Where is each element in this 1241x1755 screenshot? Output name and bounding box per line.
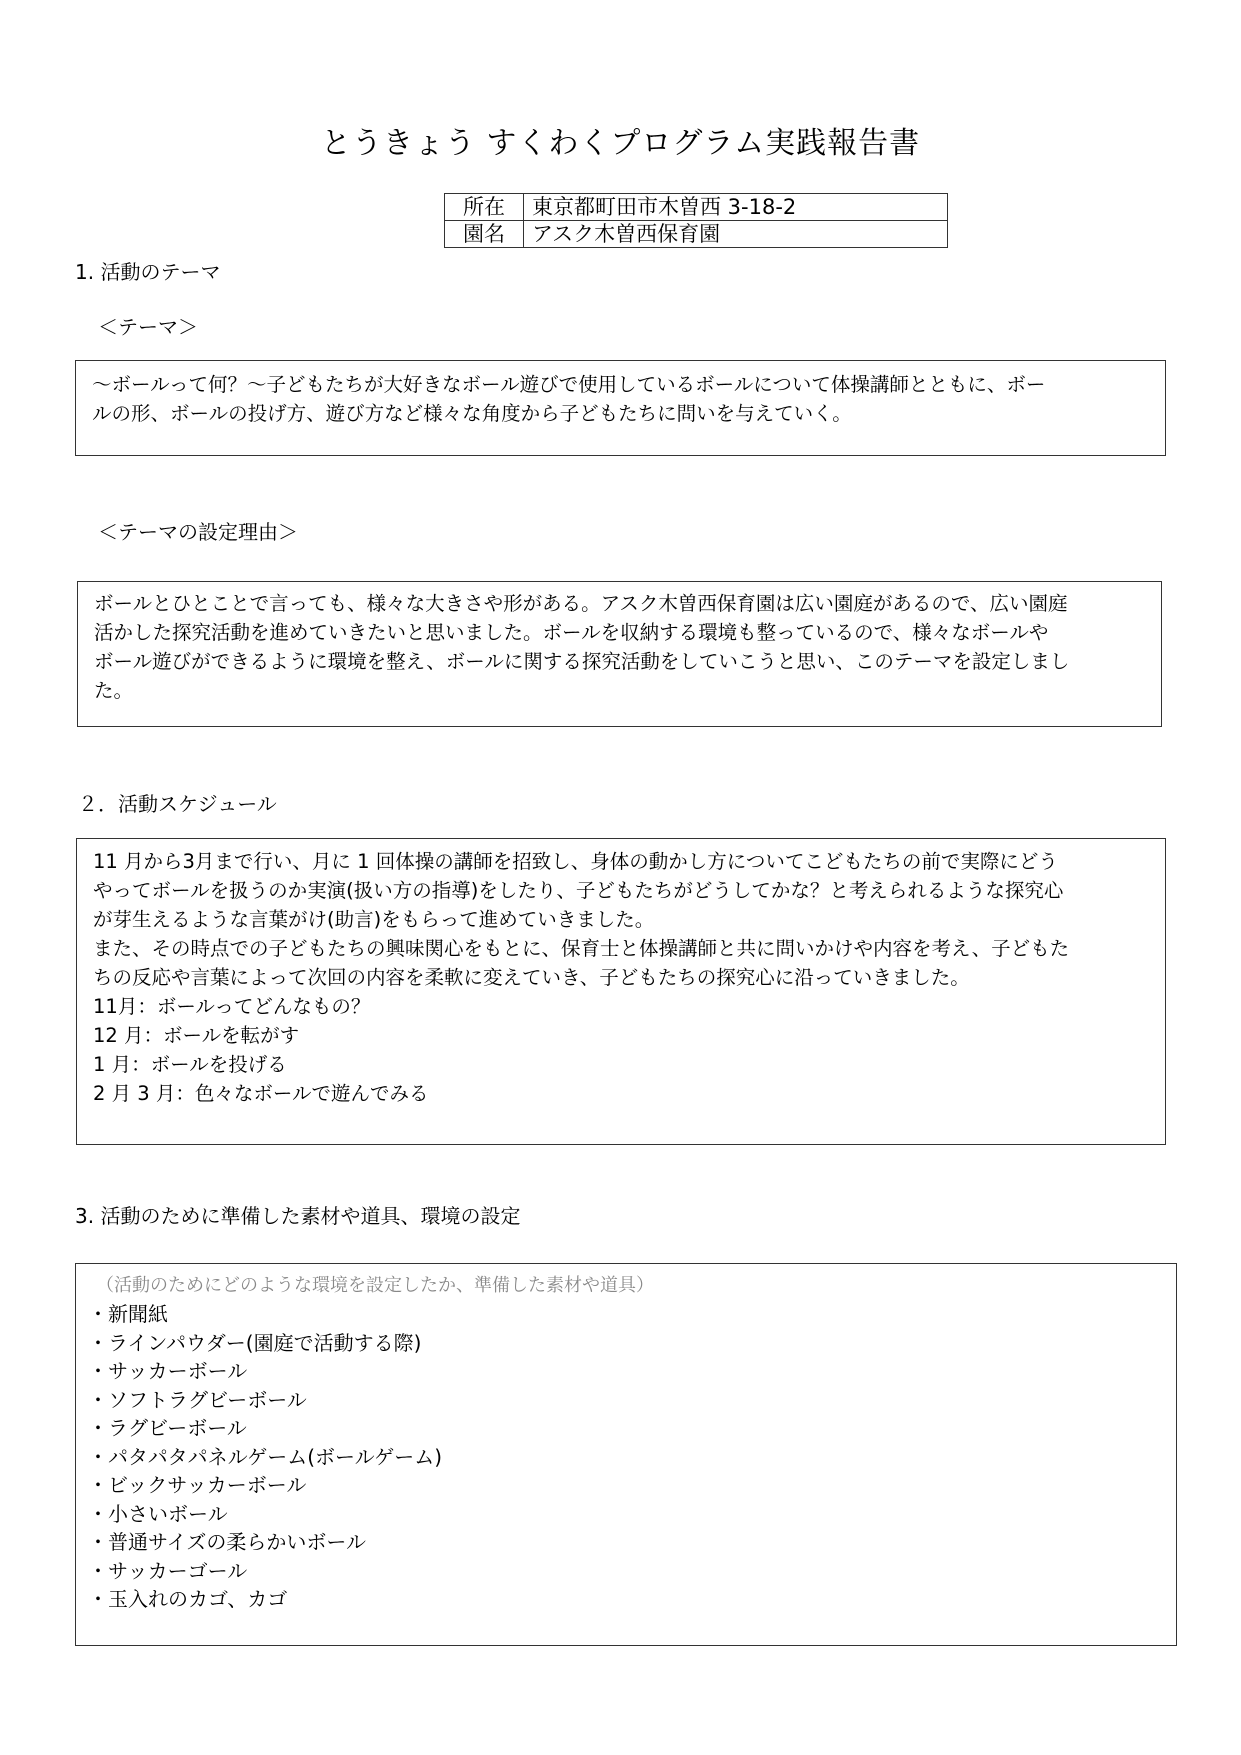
name-label: 園名 [445,221,524,248]
schedule-line: が芽生えるような言葉がけ(助言)をもらって進めていきました。 [93,908,655,931]
theme-box [75,360,1166,456]
info-row-name [445,221,948,248]
schedule-line: ちの反応や言葉によって次回の内容を柔軟に変えていき、子どもたちの探究心に沿っていきました。 [93,966,970,989]
list-item: ・新聞紙 [88,1302,168,1326]
list-item: ・ラグビーボール [88,1416,247,1440]
materials-list [88,1300,1164,1614]
theme-line: ～ボールって何？～子どもたちが大好きなボール遊びで使用しているボールについて体操講師とともに、ボー [92,373,1046,396]
schedule-line: 12 月：ボールを転がす [93,1024,300,1047]
reason-line: ボール遊びができるように環境を整え、ボールに関する探究活動をしていこうと思い、このテーマを設定しまし [94,650,1070,673]
theme-line: ルの形、ボールの投げ方、遊び方など様々な角度から子どもたちに問いを与えていく。 [92,402,852,425]
schedule-line: 11 月から3月まで行い、月に 1 回体操の講師を招致し、身体の動かし方についてこどもたちの前で実際にどう [93,850,1058,873]
section2-heading: ２．活動スケジュール [78,792,277,816]
schedule-line: 2 月 3 月：色々なボールで遊んでみる [93,1082,429,1105]
list-item: ・小さいボール [88,1501,228,1526]
list-item: ・パタパタパネルゲーム(ボールゲーム) [88,1444,443,1469]
reason-box [77,581,1162,727]
location-value: 東京都町田市木曽西 3-18-2 [524,194,948,221]
page-title: とうきょう すくわくプログラム実践報告書 [320,126,921,161]
list-item: ・サッカーゴール [88,1558,248,1583]
schedule-box [76,838,1166,1145]
info-row-location [445,194,948,221]
theme-label: ＜テーマ＞ [98,315,198,339]
materials-hint: （活動のためにどのような環境を設定したか、準備した素材や道具） [96,1275,654,1296]
schedule-line: 1 月：ボールを投げる [93,1053,287,1076]
section3-heading: 3. 活動のために準備した素材や道具、環境の設定 [75,1204,521,1228]
list-item: ・ソフトラグビーボール [88,1387,307,1412]
schedule-line: やってボールを扱うのか実演(扱い方の指導)をしたり、子どもたちがどうしてかな？と考えられるような探究心 [93,879,1064,902]
location-label: 所在 [445,194,524,221]
reason-line: ボールとひとことで言っても、様々な大きさや形がある。アスク木曽西保育園は広い園庭があるので、広い園庭 [94,592,1068,615]
reason-label: ＜テーマの設定理由＞ [98,520,298,544]
reason-line: 活かした探究活動を進めていきたいと思いました。ボールを収納する環境も整っているので、様々なボールや [94,621,1049,644]
reason-line: た。 [94,679,134,702]
list-item: ・玉入れのカゴ、カゴ [88,1587,288,1611]
schedule-line: また、その時点での子どもたちの興味関心をもとに、保育士と体操講師と共に問いかけや内容を考え、子どもた [93,937,1070,960]
schedule-line: 11月：ボールってどんなもの？ [93,995,371,1018]
info-table [444,193,948,248]
materials-box [75,1263,1177,1646]
list-item: ・サッカーボール [88,1359,248,1383]
name-value: アスク木曽西保育園 [524,221,948,248]
list-item: ・普通サイズの柔らかいボール [88,1530,366,1554]
section1-heading: 1. 活動のテーマ [75,260,221,284]
list-item: ・ビックサッカーボール [88,1473,307,1497]
list-item: ・ラインパウダー(園庭で活動する際) [88,1330,422,1355]
